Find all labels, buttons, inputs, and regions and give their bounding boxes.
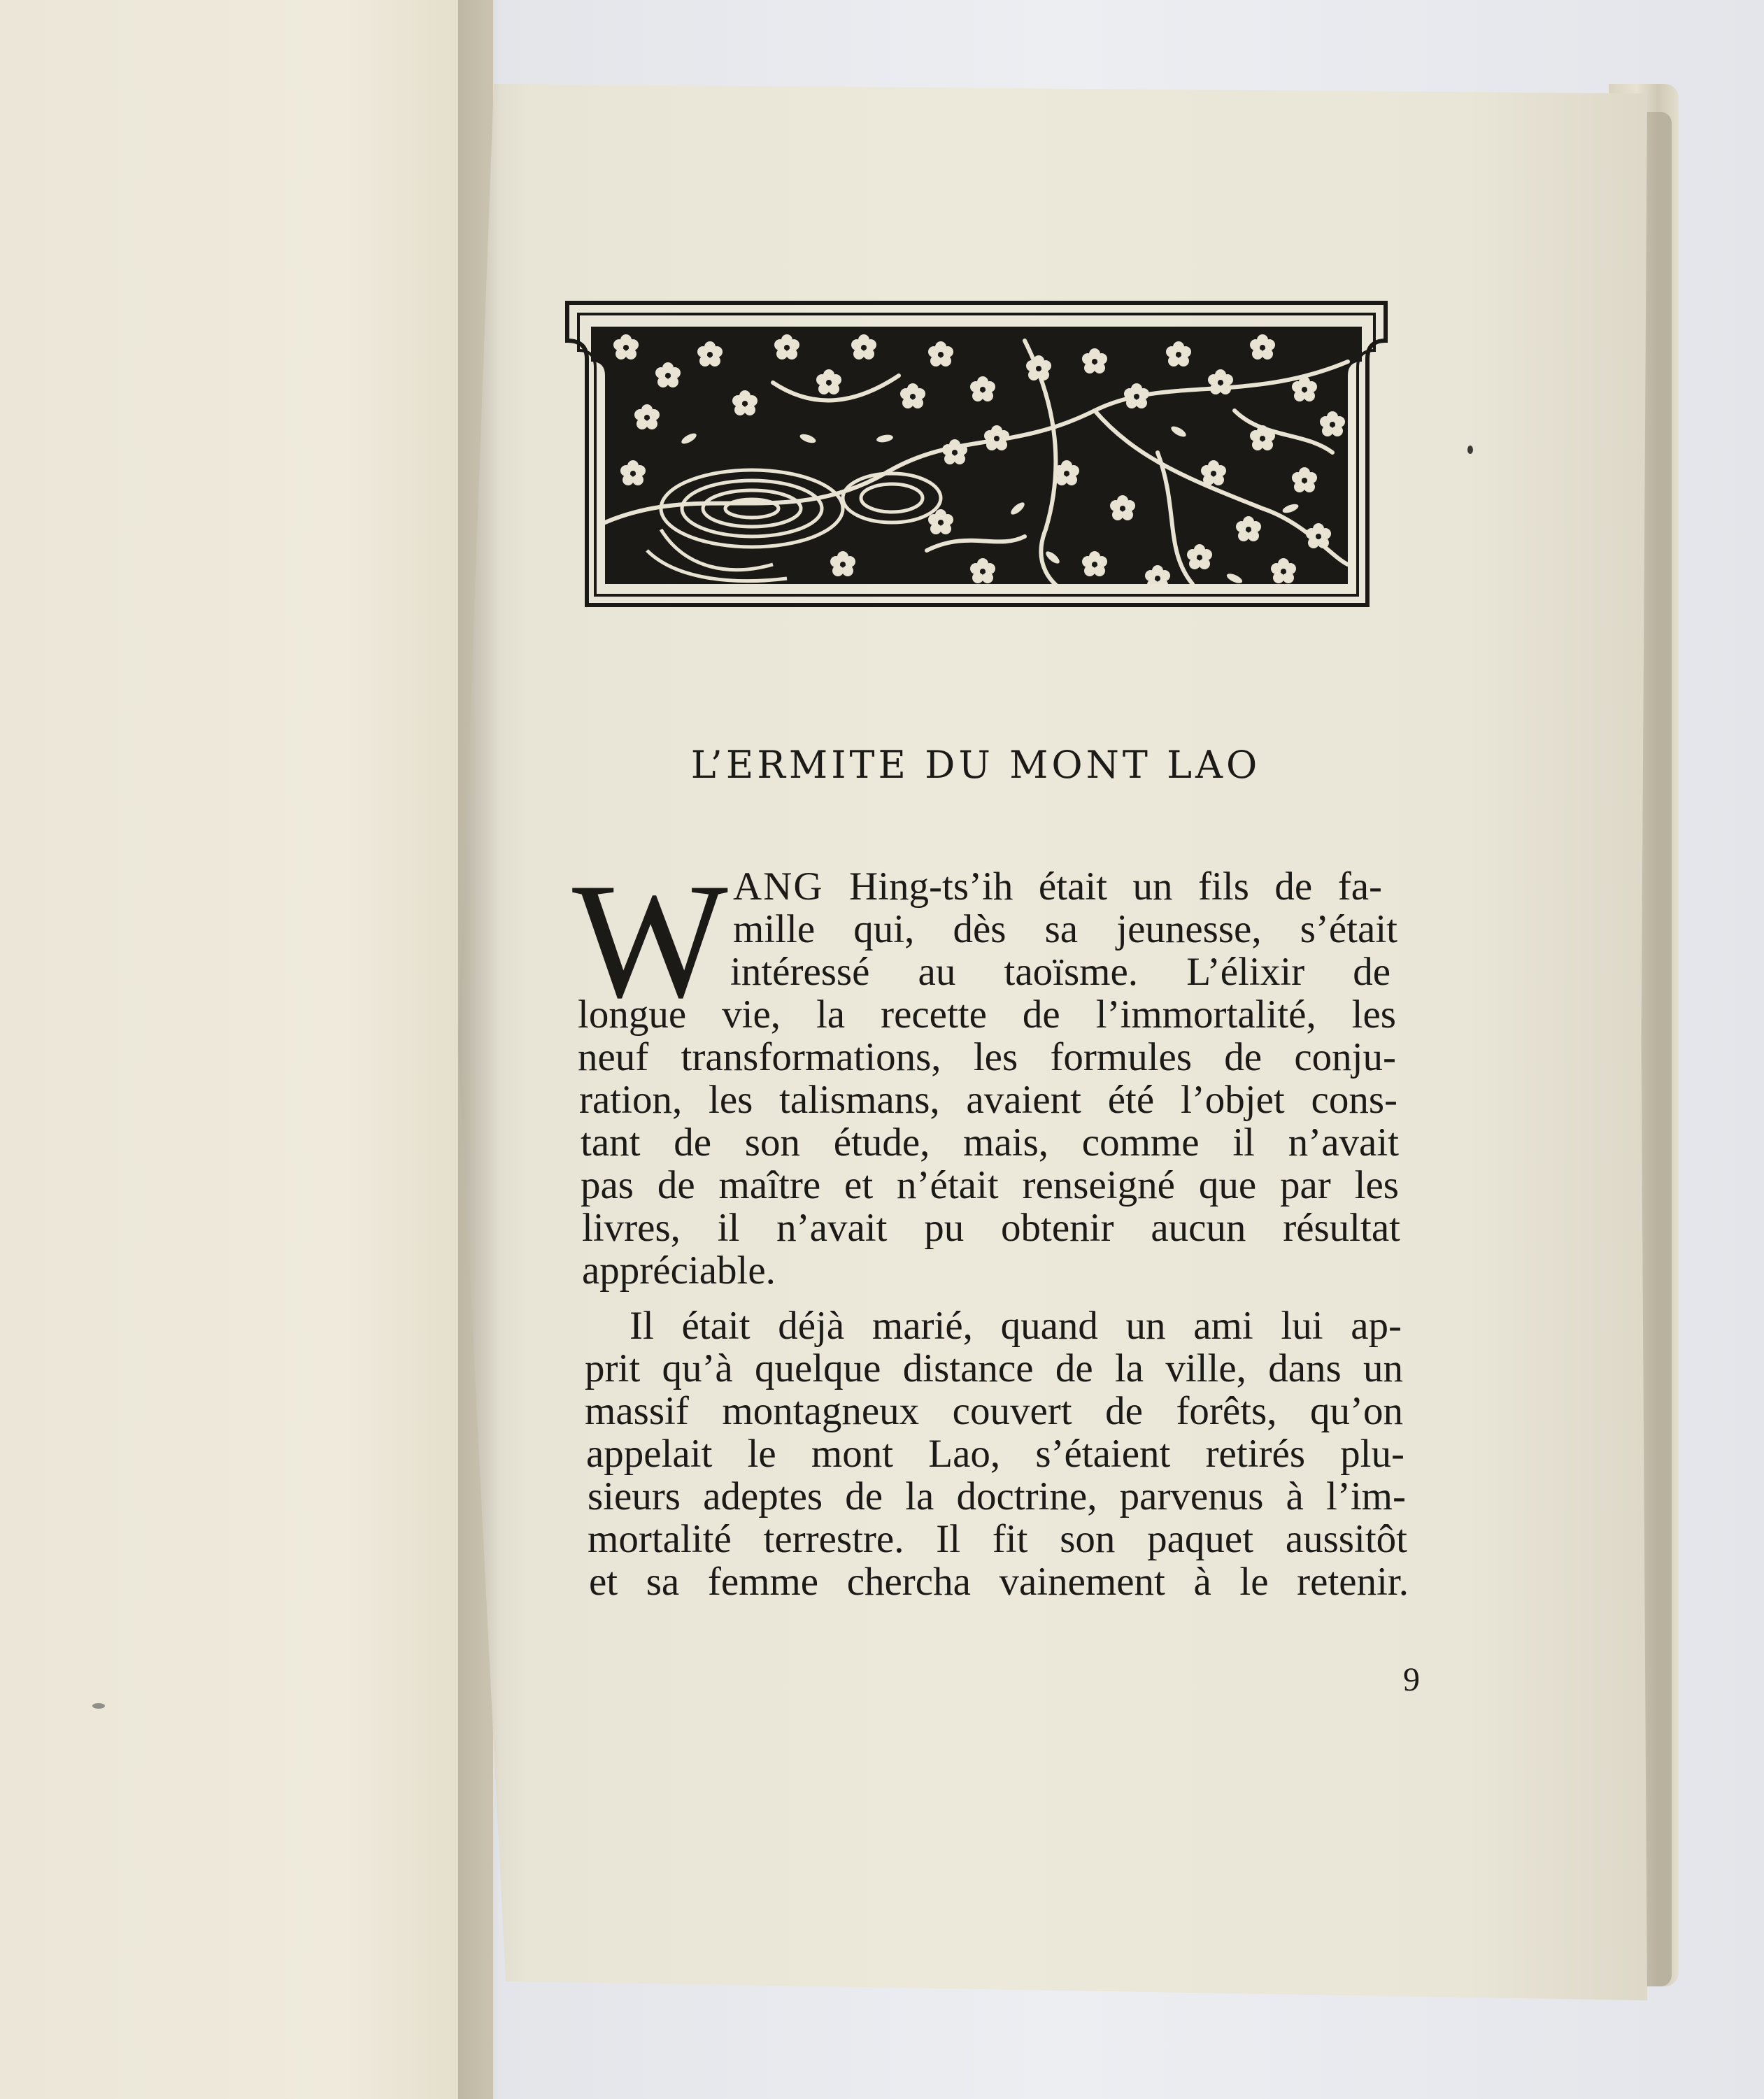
first-word-rest: ANG — [733, 866, 824, 908]
page-number: 9 — [1403, 1661, 1420, 1698]
paper-spot — [92, 1703, 105, 1709]
gutter-shadow — [458, 0, 500, 2099]
text-line: ration, les talismans, avaient été l’objet cons- — [579, 1079, 1397, 1121]
text-line: neuf transformations, les formules de conju- — [578, 1037, 1396, 1079]
text-line: tant de son étude, mais, comme il n’avait — [581, 1122, 1399, 1164]
text-line-1-rest: Hing-ts’ih était un fils de fa- — [849, 866, 1382, 908]
text-line: appréciable. — [582, 1250, 776, 1292]
text-line: sieurs adeptes de la doctrine, parvenus à l’im- — [588, 1476, 1406, 1518]
text-line: intéressé au taoïsme. L’élixir de — [730, 951, 1390, 993]
text-line: longue vie, la recette de l’immortalité, les — [578, 994, 1396, 1036]
text-line: appelait le mont Lao, s’étaient retirés plu- — [586, 1433, 1404, 1475]
drop-cap: W — [572, 850, 728, 1032]
left-page — [0, 0, 493, 2099]
chapter-title: L’ERMITE DU MONT LAO — [690, 743, 1261, 787]
text-line: massif montagneux couvert de forêts, qu’on — [585, 1390, 1403, 1432]
text-line: mille qui, dès sa jeunesse, s’était — [733, 909, 1397, 951]
text-line: livres, il n’avait pu obtenir aucun résultat — [582, 1207, 1400, 1249]
text-line: et sa femme chercha vainement à le retenir. — [589, 1561, 1409, 1603]
text-line: Il était déjà marié, quand un ami lui ap- — [630, 1305, 1402, 1347]
paper-speck — [1467, 446, 1473, 454]
text-line: mortalité terrestre. Il fit son paquet aussitôt — [588, 1518, 1407, 1560]
floral-branch-ornament-icon — [563, 299, 1390, 612]
text-line: pas de maître et n’était renseigné que par les — [581, 1165, 1399, 1207]
text-line-1 — [733, 866, 1382, 908]
text-line: prit qu’à quelque distance de la ville, dans un — [585, 1348, 1403, 1390]
